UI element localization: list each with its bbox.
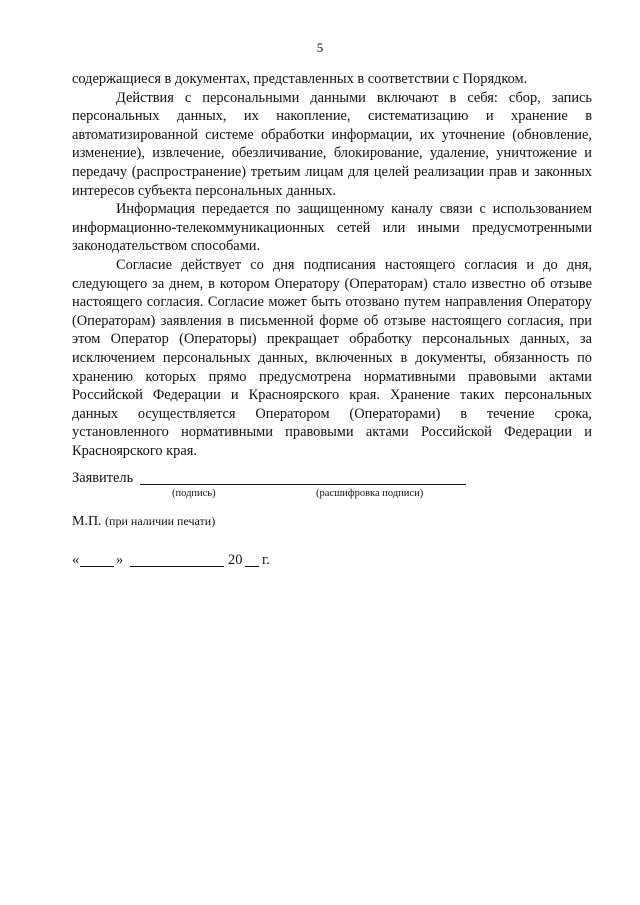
month-line <box>130 566 224 567</box>
date-open-quote: « <box>72 552 80 568</box>
paragraph-continuation: содержащиеся в документах, представленных в соответствии с Порядком. <box>72 71 528 87</box>
year-prefix: 20 <box>228 552 243 568</box>
stamp-label: М.П. <box>72 514 102 529</box>
year-line <box>245 566 259 567</box>
signature-caption: (подпись) <box>172 488 216 499</box>
applicant-label: Заявитель <box>72 470 134 486</box>
stamp-note <box>72 514 215 530</box>
day-line <box>80 566 114 567</box>
page-number: 5 <box>316 40 324 55</box>
document-body <box>72 70 592 460</box>
date-close-quote: » <box>116 552 124 568</box>
date-block <box>72 552 332 574</box>
decoding-caption: (расшифровка подписи) <box>316 488 424 499</box>
year-suffix: г. <box>262 552 270 568</box>
decoding-line <box>276 484 466 485</box>
paragraph-actions: Действия с персональными данными включают в себя: сбор, запись персональных данных, их накопление, систематизацию и хранение в автоматизированной системе обработки информации, их уточнение (обновление, изменение), извлечение, обезличивание, блокирование, удаление, уничтожение и передачу (распространение) третьим лицам для целей реализации прав и законных интересов субъекта персональных данных. <box>72 89 592 199</box>
paragraph-consent-term: Согласие действует со дня подписания настоящего согласия и до дня, следующего за днем, в котором Оператору (Операторам) стало известно об отзыве настоящего согласия. Согласие может быть отозвано путем направления Оператору (Операторам) заявления в письменной форме об отзыве настоящего согласия, при этом Оператор (Операторы) прекращает обработку персональных данных, за исключением персональных данных, включенных в документы, обязанность по хранению которых прямо предусмотрена нормативными правовыми актами Российской Федерации и Красноярского края. Хранение таких персональных данных осуществляется Оператором (Операторами) в течение срока, установленного нормативными правовыми актами Российской Федерации и Красноярского края. <box>72 256 592 459</box>
stamp-condition: (при наличии печати) <box>105 514 216 528</box>
paragraph-transfer: Информация передается по защищенному каналу связи с использованием информационно-телекоммуникационных сетей или иными предусмотренными законодательством способами. <box>72 201 592 255</box>
signature-block <box>72 470 592 510</box>
